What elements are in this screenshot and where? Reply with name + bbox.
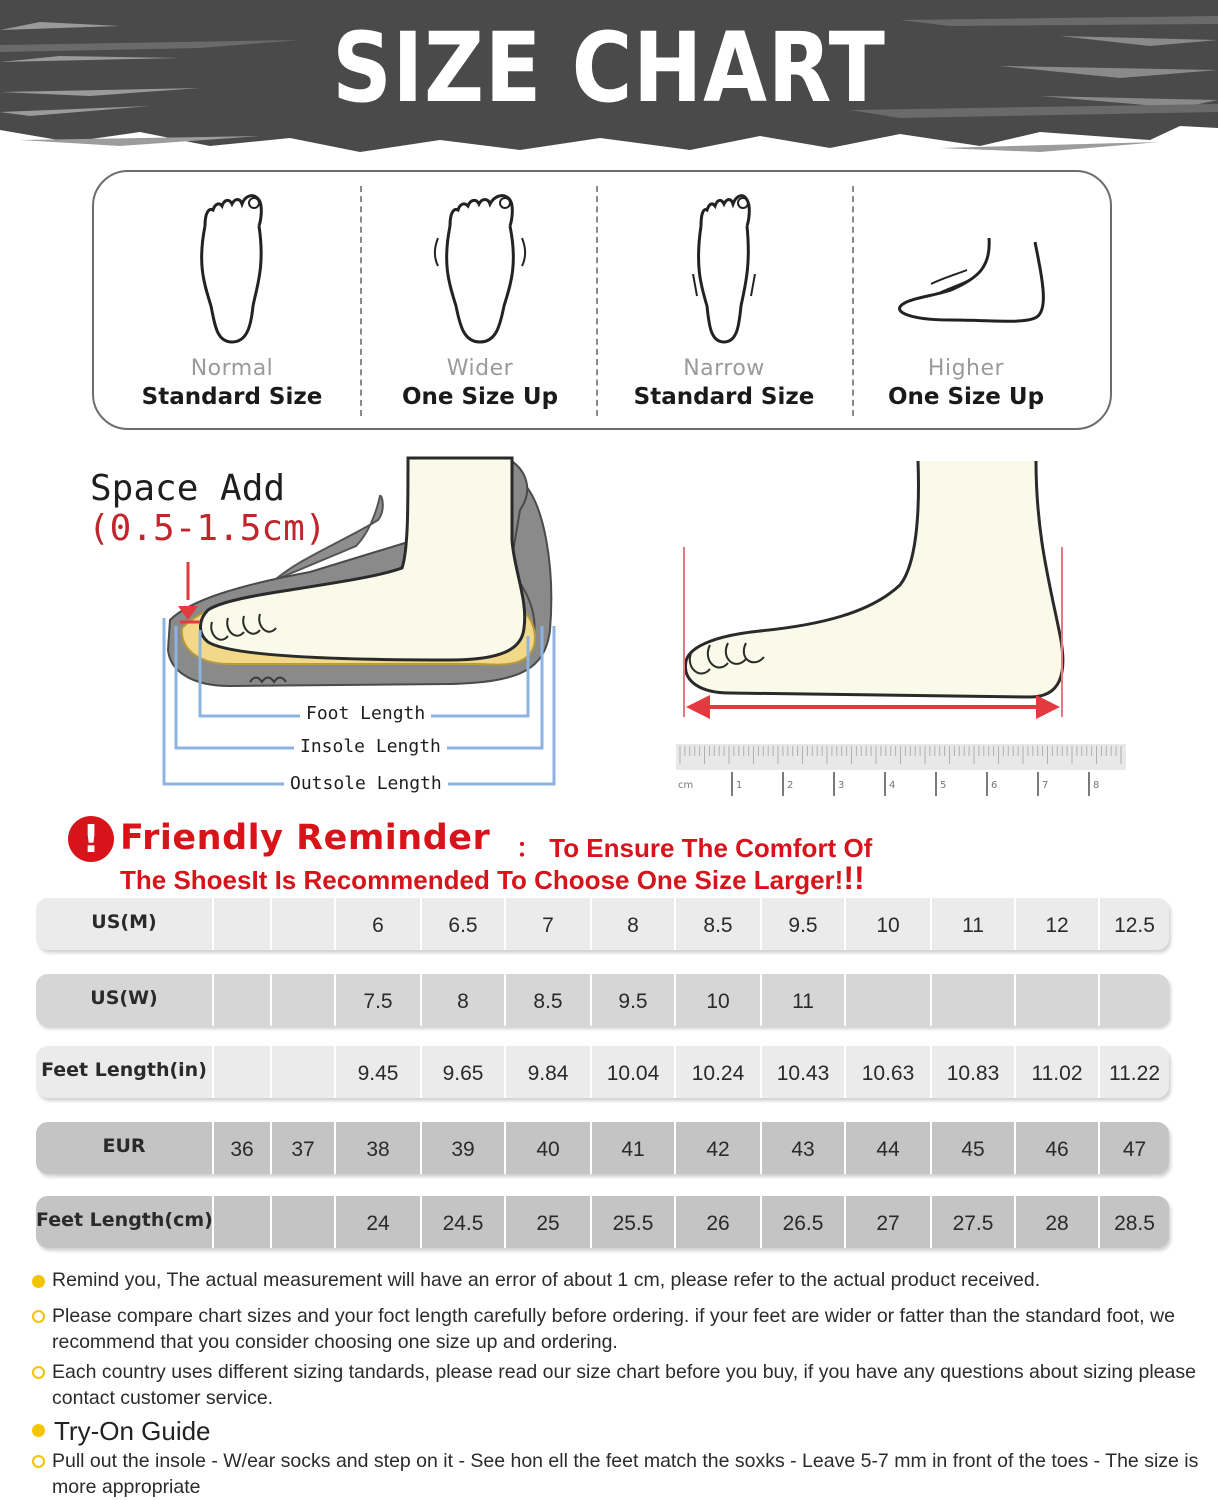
insole-length-label: Insole Length — [294, 736, 447, 757]
size-cell — [270, 974, 334, 1026]
bullet-icon — [32, 1455, 45, 1468]
size-cell: 28 — [1014, 1196, 1098, 1248]
size-cell: 10.24 — [674, 1046, 760, 1098]
foot-type-recommendation: Standard Size — [141, 384, 323, 410]
ruler-tick-label: 8 — [1093, 780, 1100, 791]
header-banner — [0, 0, 1218, 160]
ruler-tick-label: 1 — [736, 780, 743, 791]
size-cell — [212, 974, 270, 1026]
narrow-foot-icon — [679, 186, 769, 346]
size-cell: 10 — [844, 898, 930, 950]
row-label: EUR — [102, 1135, 146, 1157]
size-row — [36, 1196, 1169, 1248]
size-row — [36, 1046, 1169, 1098]
reminder-line2-text: The ShoesIt Is Recommended To Choose One Size Larger! — [120, 865, 844, 895]
size-cell: 40 — [504, 1122, 590, 1174]
size-cell: 41 — [590, 1122, 674, 1174]
size-cell: 24 — [334, 1196, 420, 1248]
size-cell: 25 — [504, 1196, 590, 1248]
size-row — [36, 974, 1169, 1026]
size-cell: 9.65 — [420, 1046, 504, 1098]
row-label: US(W) — [90, 987, 158, 1009]
size-cell: 11 — [930, 898, 1014, 950]
size-cell: 9.84 — [504, 1046, 590, 1098]
size-cell: 25.5 — [590, 1196, 674, 1248]
ruler-tick-label: 4 — [889, 780, 896, 791]
size-cell: 38 — [334, 1122, 420, 1174]
row-label: US(M) — [91, 911, 157, 933]
bullet-icon — [32, 1275, 45, 1288]
foot-measurement-diagram — [670, 455, 1090, 735]
size-cell — [270, 898, 334, 950]
try-on-instructions: Pull out the insole - W/ear socks and step on it - See hon ell the feet match the soxks - Leave 5-7 mm in front of the toes - The size is more appropriate — [52, 1450, 1199, 1498]
note-measurement-error: Remind you, The actual measurement will have an error of about 1 cm, please refer to the actual product received. — [52, 1269, 1041, 1291]
size-cell — [212, 898, 270, 950]
ruler-tick-label: 5 — [940, 780, 947, 791]
bullet-icon — [32, 1310, 45, 1323]
size-row — [36, 898, 1169, 950]
reminder-line1-text: To Ensure The Comfort Of — [549, 833, 873, 863]
size-cell: 7 — [504, 898, 590, 950]
reminder-separator: ： — [516, 833, 543, 863]
foot-type-wider — [370, 172, 590, 432]
size-cell — [844, 974, 930, 1026]
ruler-tick-label: 2 — [787, 780, 794, 791]
ruler-unit-label: cm — [678, 780, 694, 791]
size-cell: 8.5 — [674, 898, 760, 950]
size-cell — [212, 1046, 270, 1098]
divider — [360, 186, 362, 416]
size-cell — [270, 1046, 334, 1098]
foot-type-recommendation: One Size Up — [887, 384, 1045, 410]
size-cell: 8 — [420, 974, 504, 1026]
foot-type-name: Wider — [446, 356, 514, 381]
size-cell: 10.43 — [760, 1046, 844, 1098]
size-cell: 36 — [212, 1122, 270, 1174]
ruler-tick-label: 3 — [838, 780, 845, 791]
foot-length-label: Foot Length — [300, 703, 431, 724]
size-cell: 8.5 — [504, 974, 590, 1026]
page-title: SIZE CHART — [332, 12, 886, 124]
size-cell — [270, 1196, 334, 1248]
foot-type-recommendation: Standard Size — [633, 384, 815, 410]
size-cell: 10.83 — [930, 1046, 1014, 1098]
normal-foot-icon — [187, 186, 277, 346]
size-cell: 39 — [420, 1122, 504, 1174]
space-add-label: Space Add — [90, 468, 286, 509]
bullet-icon — [32, 1424, 45, 1437]
foot-types-panel — [92, 170, 1112, 430]
size-cell — [1098, 974, 1169, 1026]
size-cell: 47 — [1098, 1122, 1169, 1174]
size-cell: 10.04 — [590, 1046, 674, 1098]
row-label: Feet Length(in) — [41, 1059, 207, 1081]
size-cell: 44 — [844, 1122, 930, 1174]
wide-foot-icon — [430, 186, 530, 346]
size-row — [36, 1122, 1169, 1174]
size-cell: 37 — [270, 1122, 334, 1174]
ruler-labels — [676, 778, 1128, 798]
size-cell: 11.22 — [1098, 1046, 1169, 1098]
high-arch-foot-icon — [881, 186, 1051, 346]
size-cell: 24.5 — [420, 1196, 504, 1248]
note-sizing-standards: Each country uses different sizing tandards, please read our size chart before you buy, if you have any questions about sizing please contact customer service. — [52, 1361, 1196, 1409]
try-on-title: Try-On Guide — [54, 1416, 211, 1446]
bullet-icon — [32, 1366, 45, 1379]
size-cell: 46 — [1014, 1122, 1098, 1174]
size-cell — [212, 1196, 270, 1248]
size-cell: 28.5 — [1098, 1196, 1169, 1248]
foot-type-name: Higher — [927, 356, 1005, 381]
size-cell: 10 — [674, 974, 760, 1026]
size-cell: 27 — [844, 1196, 930, 1248]
foot-type-normal — [122, 172, 342, 432]
size-cell — [930, 974, 1014, 1026]
size-cell: 42 — [674, 1122, 760, 1174]
foot-type-name: Normal — [190, 356, 274, 381]
row-label: Feet Length(cm) — [36, 1209, 213, 1231]
reminder-emphasis: !! — [843, 860, 865, 896]
space-add-range: (0.5-1.5cm) — [88, 508, 327, 549]
size-cell: 12 — [1014, 898, 1098, 950]
foot-type-higher — [856, 172, 1076, 432]
note-compare-sizes: Please compare chart sizes and your foct length carefully before ordering. if your feet are wider or fatter than the standard foot, we recommend that you consider choosing one size up and ordering. — [52, 1305, 1175, 1353]
size-cell: 10.63 — [844, 1046, 930, 1098]
size-cell: 45 — [930, 1122, 1014, 1174]
size-cell: 9.5 — [590, 974, 674, 1026]
ruler-tick-label: 7 — [1042, 780, 1049, 791]
size-cell: 6.5 — [420, 898, 504, 950]
size-cell: 11 — [760, 974, 844, 1026]
size-cell: 12.5 — [1098, 898, 1169, 950]
size-cell: 11.02 — [1014, 1046, 1098, 1098]
size-cell: 9.5 — [760, 898, 844, 950]
size-cell: 8 — [590, 898, 674, 950]
size-cell: 9.45 — [334, 1046, 420, 1098]
divider — [852, 186, 854, 416]
size-cell: 27.5 — [930, 1196, 1014, 1248]
foot-type-recommendation: One Size Up — [401, 384, 559, 410]
size-cell: 26 — [674, 1196, 760, 1248]
size-cell: 6 — [334, 898, 420, 950]
size-cell: 7.5 — [334, 974, 420, 1026]
ruler-tick-label: 6 — [991, 780, 998, 791]
size-cell — [1014, 974, 1098, 1026]
foot-type-narrow — [614, 172, 834, 432]
reminder-title: Friendly Reminder — [120, 818, 491, 858]
warning-icon: ! — [68, 816, 114, 862]
reminder-text-line2 — [120, 860, 865, 897]
divider — [596, 186, 598, 416]
size-cell: 26.5 — [760, 1196, 844, 1248]
outsole-length-label: Outsole Length — [284, 773, 448, 794]
foot-type-name: Narrow — [683, 356, 765, 381]
size-cell: 43 — [760, 1122, 844, 1174]
